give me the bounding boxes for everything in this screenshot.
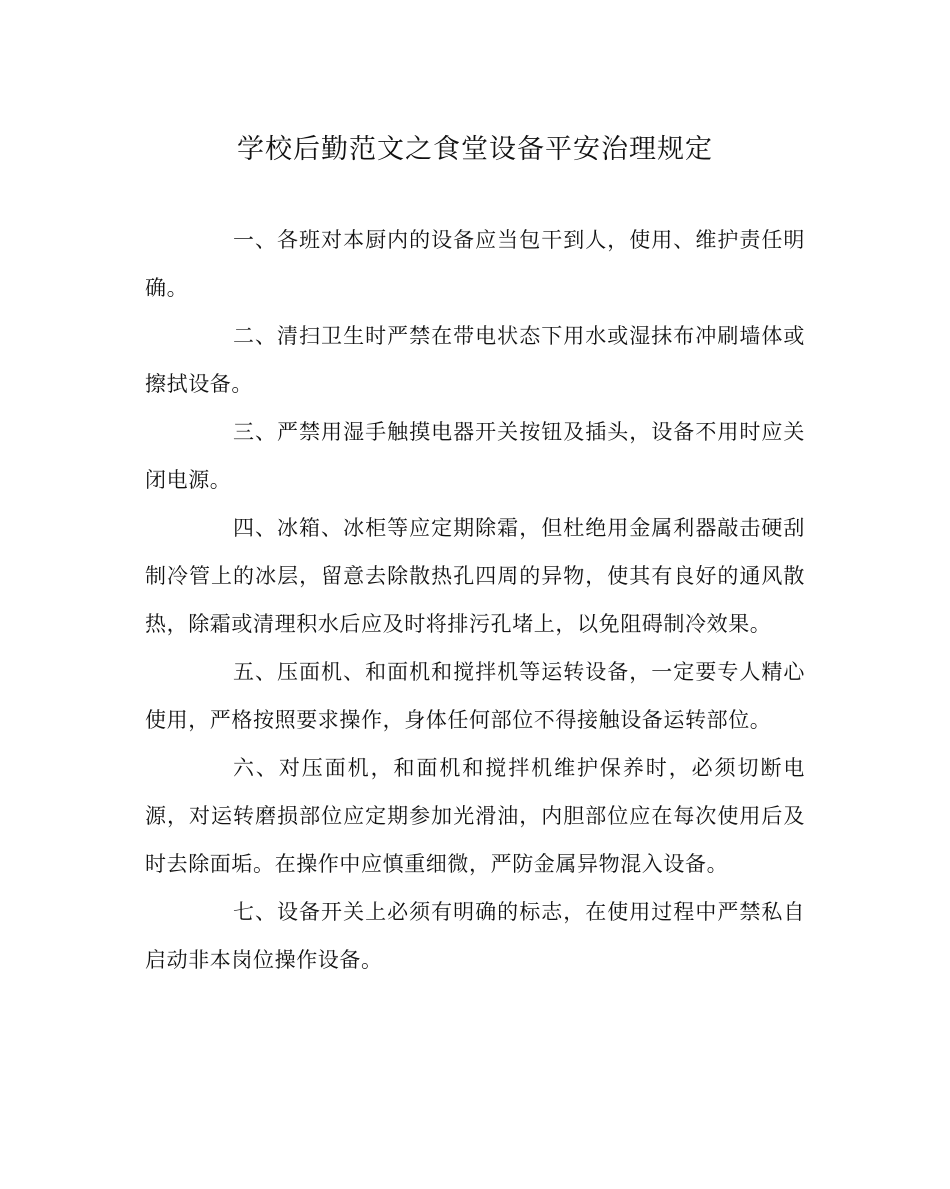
document-body	[145, 216, 805, 984]
paragraph-6: 六、对压面机，和面机和搅拌机维护保养时，必须切断电源，对运转磨损部位应定期参加光滑油，内胆部位应在每次使用后及时去除面垢。在操作中应慎重细微，严防金属异物混入设备。	[145, 756, 805, 876]
paragraph-5: 五、压面机、和面机和搅拌机等运转设备，一定要专人精心使用，严格按照要求操作，身体任何部位不得接触设备运转部位。	[145, 660, 805, 732]
document-title: 学校后勤范文之食堂设备平安治理规定	[237, 134, 713, 165]
paragraph-1: 一、各班对本厨内的设备应当包干到人，使用、维护责任明确。	[145, 228, 805, 300]
paragraph-4: 四、冰箱、冰柜等应定期除霜，但杜绝用金属利器敲击硬刮制冷管上的冰层，留意去除散热孔四周的异物，使其有良好的通风散热，除霜或清理积水后应及时将排污孔堵上，以免阻碍制冷效果。	[145, 516, 805, 636]
paragraph-3: 三、严禁用湿手触摸电器开关按钮及插头，设备不用时应关闭电源。	[145, 420, 805, 492]
paragraph-7: 七、设备开关上必须有明确的标志，在使用过程中严禁私自启动非本岗位操作设备。	[145, 900, 805, 972]
paragraph-2: 二、清扫卫生时严禁在带电状态下用水或湿抹布冲刷墙体或擦拭设备。	[145, 324, 805, 396]
